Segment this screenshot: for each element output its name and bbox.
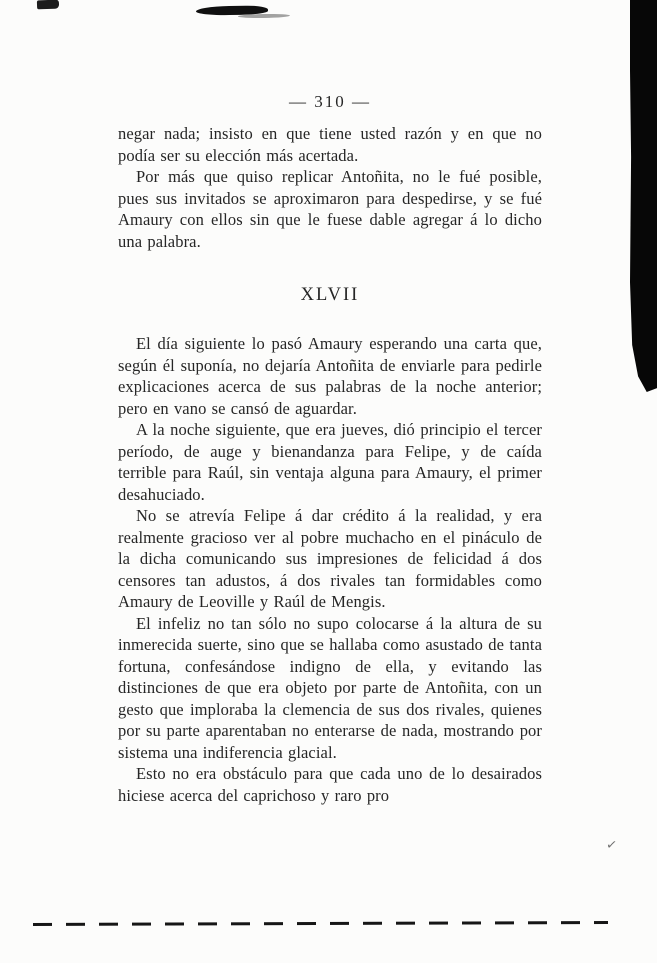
book-edge-shadow: [630, 0, 657, 392]
paragraph-cutoff: Esto no era obstáculo para que cada uno de lo desairados hiciese acerca del caprichoso y raro pro: [118, 764, 542, 805]
page-number: — 310 —: [289, 92, 371, 111]
paragraph: El día siguiente lo pasó Amaury esperando una carta que, según él suponía, no dejaría Antoñita de enviarle para pedirle explicaciones acerca de sus palabras de la noche anterior; pero en vano se cansó de aguardar.: [118, 334, 542, 418]
dashed-tear-line: [33, 921, 608, 926]
chapter-heading: XLVII: [300, 285, 360, 305]
page-body: [118, 92, 542, 806]
paragraph: Por más que quiso replicar Antoñita, no le fué posible, pues sus invitados se aproximaron para despedirse, y se fué Amaury con ellos sin que le fuese dable agregar á lo dicho una palabra.: [118, 167, 542, 251]
scan-artifact-top-left: [37, 0, 59, 9]
paragraph: No se atrevía Felipe á dar crédito á la realidad, y era realmente gracioso ver al pobre muchacho en el pináculo de la dicha comunicando sus impresiones de felicidad á dos censores tan adustos, á dos rivales tan formidables como Amaury de Leoville y Raúl de Mengis.: [118, 506, 542, 611]
paragraph-continuation: negar nada; insisto en que tiene usted razón y en que no podía ser su elección más acertada.: [118, 124, 542, 165]
paragraph: El infeliz no tan sólo no supo colocarse á la altura de su inmerecida suerte, sino que se hallaba como asustado de tanta fortuna, confesándose indigno de ella, y evitando las distinciones de que era objeto por parte de Antoñita, con un gesto que imploraba la clemencia de sus dos rivales, quienes por su parte aparentaban no enterarse de nada, mostrando por sistema una indiferencia glacial.: [118, 613, 542, 762]
scan-artifact-top-center-tail: [238, 14, 290, 19]
pencil-tick-mark: ✓: [605, 837, 618, 854]
paragraph: A la noche siguiente, que era jueves, dió principio el tercer período, de auge y bienandanza para Felipe, y de caída terrible para Raúl, sin ventaja alguna para Amaury, el primer desahuciado.: [118, 420, 542, 504]
